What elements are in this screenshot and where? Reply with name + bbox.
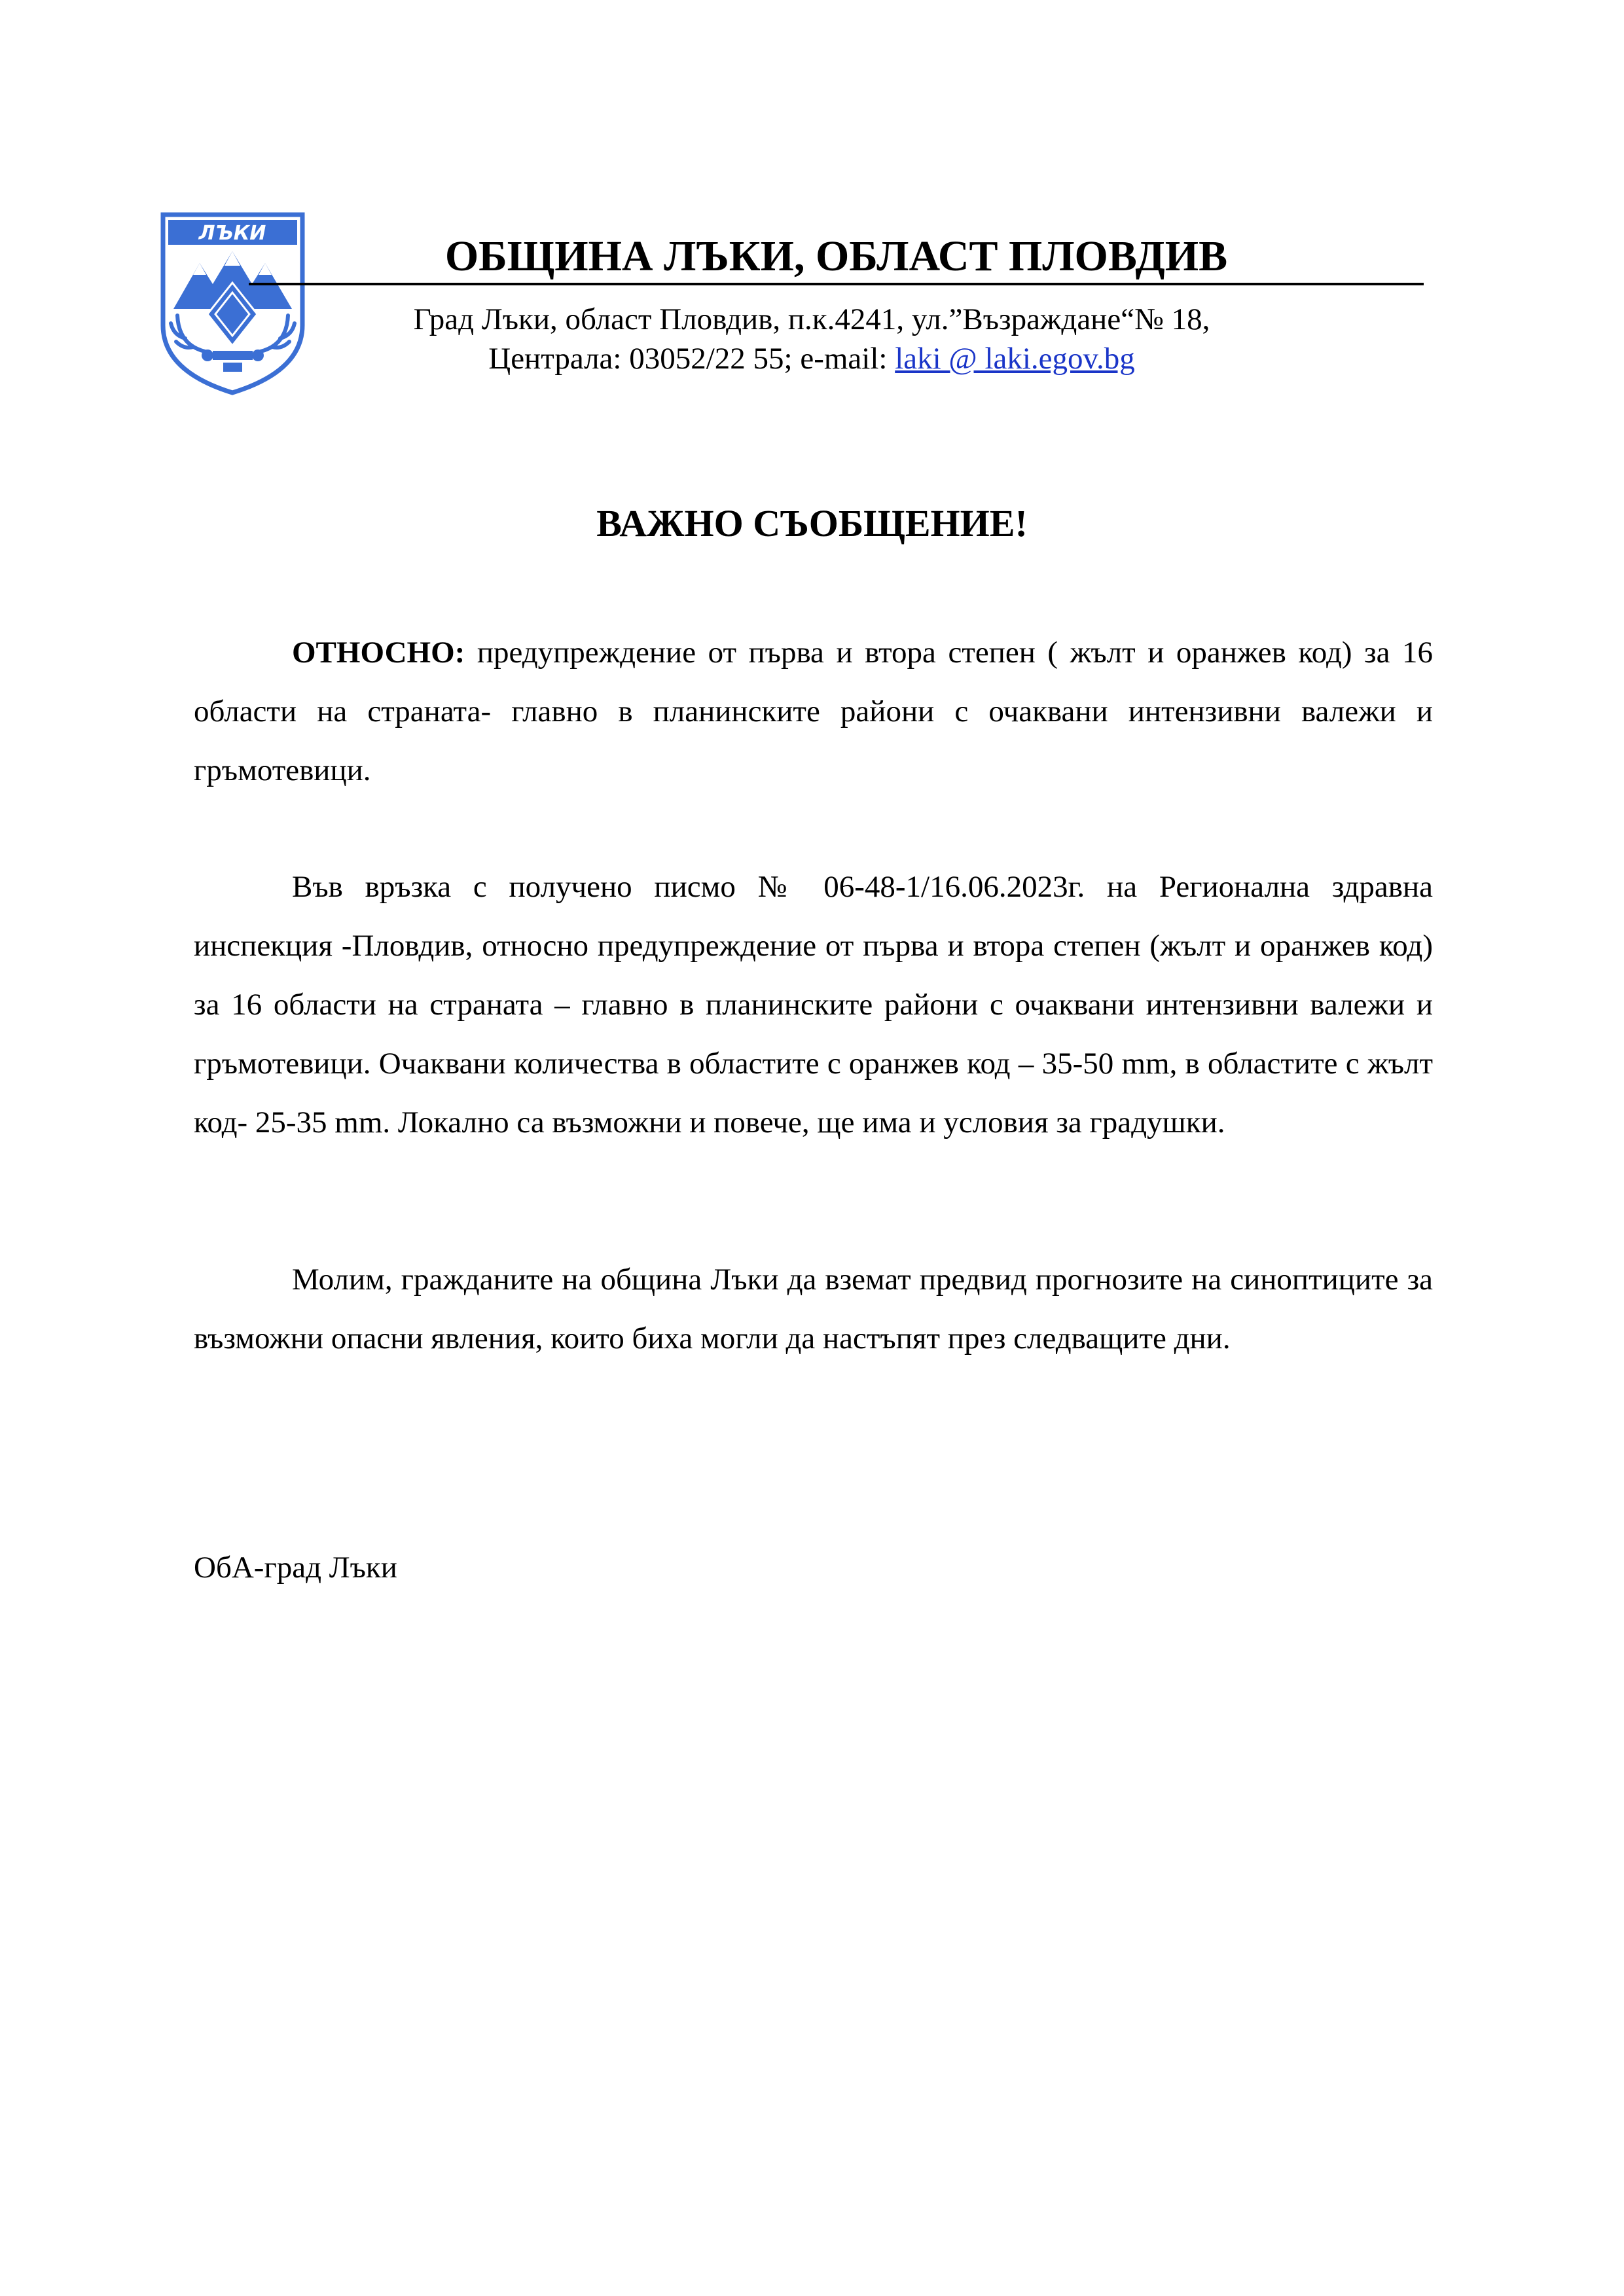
email-link[interactable]: laki @ laki.egov.bg: [895, 342, 1135, 376]
signature: ОбА-град Лъки: [194, 1551, 397, 1585]
address-line: Град Лъки, област Пловдив, п.к.4241, ул.”Възраждане“№ 18,: [413, 302, 1210, 336]
subject-text: предупреждение от първа и втора степен ( жълт и оранжев код) за 16 области на страната- главно в планинските райони с очаквани интензивни валежи и гръмотевици.: [194, 636, 1433, 787]
subject-label: ОТНОСНО:: [292, 636, 465, 670]
subject-paragraph: [194, 623, 1433, 800]
organization-title: ОБЩИНА ЛЪКИ, ОБЛАСТ ПЛОВДИВ: [444, 232, 1228, 280]
header-divider: [249, 283, 1424, 285]
contact-prefix: Централа: 03052/22 55; e-mail:: [488, 342, 895, 376]
contact-line: [353, 339, 1270, 378]
notice-title: ВАЖНО СЪОБЩЕНИЕ!: [596, 502, 1028, 545]
svg-text:ЛЪКИ: ЛЪКИ: [198, 222, 266, 245]
body-paragraph-request: Молим, гражданите на община Лъки да вземат предвид прогнозите на синоптиците за възможни опасни явления, които биха могли да настъпят през следващите дни.: [194, 1263, 1433, 1355]
address-block: [353, 300, 1270, 378]
body-paragraph-letter: Във връзка с получено писмо № 06-48-1/16.06.2023г. на Регионална здравна инспекция -Пловдив, относно предупреждение от първа и втора степен (жълт и оранжев код) за 16 области на страната – главно в планинските райони с очаквани интензивни валежи и гръмотевици. Очаквани количества в областите с оранжев код – 35-50 mm, в областите с жълт код- 25-35 mm. Локално са възможни и повече, ще има и условия за градушки.: [194, 870, 1433, 1139]
